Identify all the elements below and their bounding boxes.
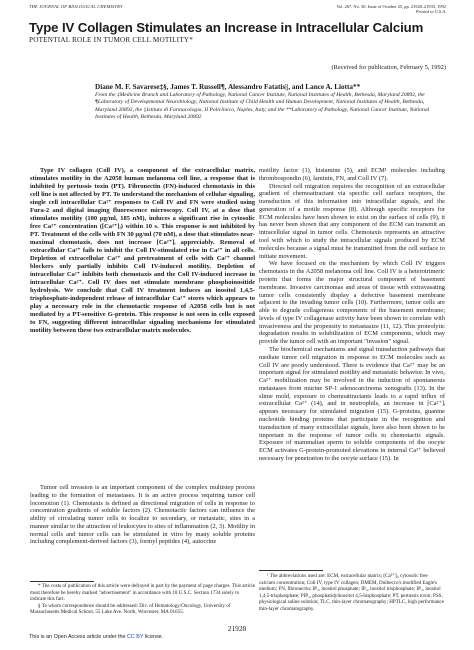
- volume-line: Vol. 267, No. 30, Issue of October 25, pp. 21928–21935, 1992: [336, 4, 446, 9]
- footnote: * The costs of publication of this article were defrayed in part by the payment of page charges. This article must therefore be hereby marked "advertisement" in accordance with 18 U.S.C. Section 1734 solely to indicate this fact.: [30, 583, 255, 602]
- footnotes-right: [259, 573, 445, 612]
- article-title: Type IV Collagen Stimulates an Increase in Intracellular Calcium: [29, 20, 424, 35]
- footnotes-left: [30, 583, 255, 616]
- right-column: [259, 167, 445, 463]
- footnote-divider: [30, 581, 94, 582]
- introduction: [30, 484, 255, 546]
- author-list: Diane M. F. Savarese‡§, James T. Russell¶, Alessandro Fatatis||, and Lance A. Liotta**: [95, 83, 361, 91]
- open-access-suffix: license.: [143, 634, 164, 640]
- right-paragraph: motility factor (1), histamine (5), and ECM¹ molecules including thrombospondin (6), laminin, FN, and Coll IV (7).: [259, 167, 445, 182]
- right-paragraph: We have focused on the mechanism by which Coll IV triggers chemotaxis in the A2058 melanoma cell line. Coll IV is a heterotrimeric protein that forms the major structural component of basement membrane. Invasive carcinomas and areas of tissue with extravasating tumor cells consistently display a defective basement membrane adjacent to the invading tumor cells (10). Furthermore, tumor cells are able to degrade collagenous components of the basement membrane; levels of type IV collagenase activity have been shown to correlate with invasiveness and the propensity to metastasize (11, 12). This proteolytic degradation results in solubilization of ECM components, which may provide the tumor cell with an important "invasion" signal.: [259, 260, 445, 346]
- affiliations: From the ‡Medicine Branch and Laboratory of Pathology, National Cancer Institute, National Institutes of Health, Bethesda, Maryland 20892, the ¶Laboratory of Developmental Neurobiology, National Institute of Child Health and Human Development, National Institutes of Health, Bethesda, Maryland 20892, the ||Istituto di Farmacologia, II Policlinico, Naples, Italy, and the **Laboratory of Pathology, National Cancer Institute, National Institutes of Health, Bethesda, Maryland 20892: [95, 92, 430, 120]
- article-subtitle: POTENTIAL ROLE IN TUMOR CELL MOTILITY*: [29, 36, 194, 44]
- abstract-text: Type IV collagen (Coll IV), a component of the extracellular matrix, stimulates motility in the A2058 human melanoma cell line, a response that is inhibited by pertussis toxin (PT). Fibronectin (FN)-induced chemotaxis in this cell line is not affected by PT. To understand the mechanism of cellular signaling, single cell intracellular Ca²⁺ responses to Coll IV and FN were studied using Fura-2 and digital imaging fluorescence microscopy. Coll IV, at a dose that stimulates motility (100 μg/ml, 185 nM), induces a significant rise in cytosolic free Ca²⁺ concentration ([Ca²⁺]ᵢ) within 10 s. This response is not inhibited by PT. Treatment of the cells with FN 30 μg/ml (70 nM), a dose that stimulates near-maximal chemotaxis, does not increase [Ca²⁺]ᵢ appreciably. Removal of extracellular Ca²⁺ fails to inhibit the Coll IV-stimulated rise in Ca²⁺ in all cells. Depletion of extracellular Ca²⁺ and pretreatment of cells with Ca²⁺ channel blockers only partially inhibits Coll IV-induced motility. Depletion of intracellular Ca²⁺ inhibits both chemotaxis and the Coll IV-induced increase in intracellular Ca²⁺. Coll IV does not stimulate membrane phosphoinositide hydrolysis. We conclude that Coll IV treatment induces an inositol 1,4,5-trisphosphate-independent release of intracellular Ca²⁺ stores which appears to play a necessary role in the chemotactic response of A2058 cells but is not mediated by a PT-sensitive G-protein. This response is not seen in cells exposed to FN, suggesting different intracellular signaling mechanisms for stimulated motility between these two extracellular matrix molecules.: [30, 167, 255, 335]
- journal-header: THE JOURNAL OF BIOLOGICAL CHEMISTRY: [29, 4, 123, 9]
- footnote-divider: [259, 570, 323, 571]
- intro-paragraph: Tumor cell invasion is an important component of the complex multistep process leading to the formation of metastases. It is an active process requiring tumor cell locomotion (1). Chemotaxis is defined as directional migration of cells in response to concentration gradients of soluble factors (2). Chemotactic factors can influence the ability of circulating tumor cells to localize to secondary, or metastatic, sites in a manner similar to the attraction of leukocytes to sites of inflammation (2, 3). Motility in normal cells and tumor cells can be stimulated in vitro by many soluble proteins including complement-derived factors (3), formyl peptides (4), autocrine: [30, 484, 255, 546]
- received-date: (Received for publication, February 5, 1992): [331, 64, 446, 71]
- printed-in-line: Printed in U.S.A.: [415, 9, 446, 15]
- abstract: [30, 167, 255, 335]
- right-paragraph: The biochemical mechanisms and signal transduction pathways that mediate tumor cell migration in response to ECM molecules such as Coll IV are poorly understood. There is evidence that Ca²⁺ may be an important signal for stimulated motility and metastatic behavior. In vivo, Ca²⁺ mobilization may be involved in the induction of spontaneous metastases from murine SP-1 adenocarcinoma xenografts (13). In the slime mold, exposure to chemoattractants leads to a rapid influx of extracellular Ca²⁺ (14), and in neutrophils, an increase in [Ca²⁺]ᵢ appears necessary for stimulated migration (15). G-proteins, guanine nucleotide binding proteins that participate in the recognition and transduction of many extracellular signals, have also been shown to be important in the response of tumor cells to chemotactic signals. Exposure of mammalian sperm to soluble components of the oocyte ECM activates G-protein-promoted elevations in internal Ca²⁺ believed necessary for penetration to the oocyte surface (15). In: [259, 345, 445, 462]
- footnote: § To whom correspondence should be addressed: Div. of Hematology/Oncology, University of Massachusetts Medical School, 55 Lake Ave. North, Worcester, MA 01655.: [30, 602, 231, 615]
- right-paragraph: Directed cell migration requires the recognition of an extracellular gradient of chemoattractant via specific cell surface receptors, the transduction of this information into intracellular signals, and the generation of a motile response (8). Although specific receptors for ECM molecules have been shown to exist on the surface of cells (9), it has never been shown that any component of the ECM can transmit an intracellular signal in tumor cells. Chemotaxis represents an attractive tool with which to study the intracellular signals produced by ECM molecules because a signal must be transmitted from the cell surface to initiate movement.: [259, 182, 445, 260]
- open-access-notice: [29, 634, 163, 640]
- page-number: 21928: [227, 624, 247, 633]
- open-access-prefix: This is an Open Access article under the: [29, 634, 127, 640]
- license-link[interactable]: CC BY: [126, 634, 144, 640]
- volume-issue-header: [336, 4, 446, 14]
- footnote: ¹ The abbreviations used are: ECM, extracellular matrix; [Ca²⁺]ᵢ, cytosolic free calcium concentration; Coll IV, type IV collagen; DMEM, Dulbecco's modified Eagle's medium; FN, fibronectin; IP₃, inositol phosphate; IP₃, inositol trisphosphate; IP₃, inositol 1,4,5-trisphosphate; PIP₂, phosphatidylinositol 4,5-bisphosphate; PT, pertussis toxin; PSS, physiological saline solution; TLC, thin-layer chromatography; HPTLC, high performance thin-layer chromatography.: [259, 573, 444, 612]
